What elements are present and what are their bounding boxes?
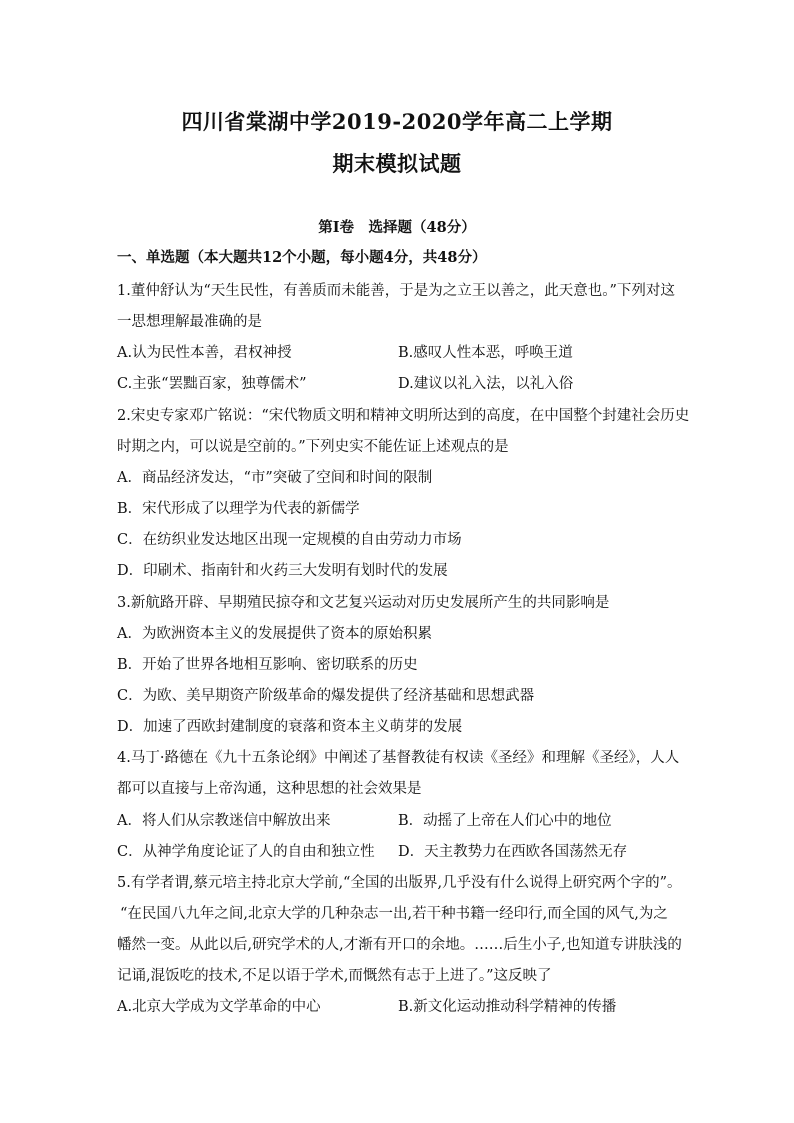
q4-option-d: D．天主教势力在西欧各国荡然无存 bbox=[398, 844, 628, 860]
q2-stem-line1: 2.宋史专家邓广铭说：“宋代物质文明和精神文明所达到的高度，在中国整个封建社会历史 bbox=[117, 408, 690, 424]
q2-option-a: A．商品经济发达，“市”突破了空间和时间的限制 bbox=[117, 470, 433, 486]
q5-stem-line2: “在民国八九年之间,北京大学的几种杂志一出,若干种书籍一经印行,而全国的风气,为之 bbox=[120, 906, 668, 922]
q1-option-c: C.主张“罢黜百家，独尊儒术” bbox=[117, 376, 307, 392]
q2-option-c: C．在纺织业发达地区出现一定规模的自由劳动力市场 bbox=[117, 532, 462, 548]
q3-option-a: A．为欧洲资本主义的发展提供了资本的原始积累 bbox=[117, 626, 432, 642]
part1-heading: 第Ⅰ卷 选择题（48分） bbox=[318, 219, 476, 236]
q1-stem-line1: 1.董仲舒认为“天生民性，有善质而未能善，于是为之立王以善之，此天意也。”下列对这 bbox=[117, 283, 675, 299]
q1-option-b: B.感叹人性本恶，呼唤王道 bbox=[398, 345, 573, 361]
q1-option-d: D.建议以礼入法，以礼入俗 bbox=[398, 376, 574, 392]
q1-option-a: A.认为民性本善，君权神授 bbox=[117, 345, 292, 361]
q3-stem-line1: 3.新航路开辟、早期殖民掠夺和文艺复兴运动对历史发展所产生的共同影响是 bbox=[117, 595, 610, 611]
q4-option-a: A．将人们从宗教迷信中解放出来 bbox=[117, 813, 331, 829]
q2-stem-line2: 时期之内，可以说是空前的。”下列史实不能佐证上述观点的是 bbox=[117, 439, 509, 455]
q4-option-b: B．动摇了上帝在人们心中的地位 bbox=[398, 813, 612, 829]
q3-option-d: D．加速了西欧封建制度的衰落和资本主义萌芽的发展 bbox=[117, 719, 463, 735]
q5-stem-line3: 幡然一变。从此以后,研究学术的人,才渐有开口的余地。……后生小子,也知道专讲肤浅的 bbox=[117, 937, 682, 953]
q5-stem-line1: 5.有学者谓,蔡元培主持北京大学前,“全国的出版界,几乎没有什么说得上研究两个字的”。 bbox=[117, 875, 682, 891]
q2-option-b: B．宋代形成了以理学为代表的新儒学 bbox=[117, 501, 360, 517]
q4-stem-line2: 都可以直接与上帝沟通，这种思想的社会效果是 bbox=[117, 781, 422, 797]
exam-title-line2: 期末模拟试题 bbox=[332, 151, 462, 176]
q3-option-c: C．为欧、美早期资产阶级革命的爆发提供了经济基础和思想武器 bbox=[117, 688, 535, 704]
section-heading: 一、单选题（本大题共12个小题，每小题4分，共48分） bbox=[117, 249, 487, 266]
q5-option-b: B.新文化运动推动科学精神的传播 bbox=[398, 999, 617, 1015]
q4-option-c: C．从神学角度论证了人的自由和独立性 bbox=[117, 844, 375, 860]
exam-title-line1: 四川省棠湖中学2019-2020学年高二上学期 bbox=[181, 109, 613, 134]
q1-stem-line2: 一思想理解最准确的是 bbox=[117, 314, 262, 330]
q3-option-b: B．开始了世界各地相互影响、密切联系的历史 bbox=[117, 657, 418, 673]
q4-stem-line1: 4.马丁·路德在《九十五条论纲》中阐述了基督教徒有权读《圣经》和理解《圣经》，人人 bbox=[117, 750, 680, 766]
q5-stem-line4: 记诵,混饭吃的技术,不足以语于学术,而慨然有志于上进了。”这反映了 bbox=[117, 968, 552, 984]
q2-option-d: D．印刷术、指南针和火药三大发明有划时代的发展 bbox=[117, 563, 448, 579]
q5-option-a: A.北京大学成为文学革命的中心 bbox=[117, 999, 321, 1015]
